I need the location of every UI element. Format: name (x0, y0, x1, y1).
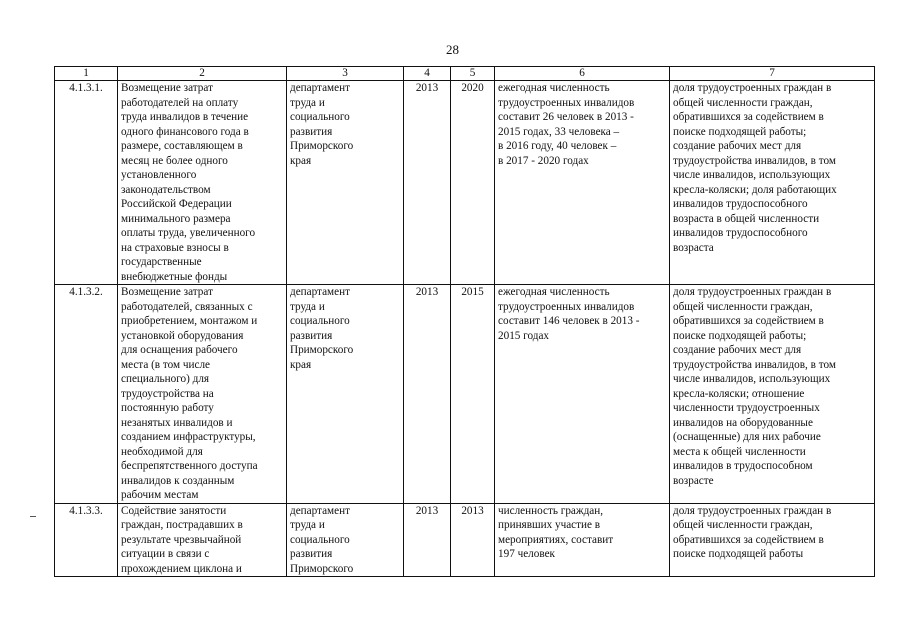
page-number: 28 (446, 42, 459, 57)
end-year-text: 2013 (461, 504, 484, 517)
target-indicator-text: доля трудоустроенных граждан в общей численности граждан, обратившихся за содействием в поиске подходящей работы (673, 504, 832, 560)
start-year: 2013 (404, 81, 451, 285)
item-number: 4.1.3.1. (55, 81, 118, 285)
measure-description: Возмещение затрат работодателей на оплату труда инвалидов в течение одного финансового года в размере, составляющем в месяц не более одного установленного законодательством Российской Федерации минимального размера оплаты труда, увеличенного на страховые взносы в государственные внебюджетные фонды (118, 81, 287, 285)
expected-result: ежегодная численность трудоустроенных инвалидов составит 26 человек в 2013 - 2015 годах, 33 человека – в 2016 году, 40 человек – в 2017 - 2020 годах (495, 81, 670, 285)
table-row (55, 503, 875, 576)
responsible-executor-text: департамент труда и социального развития Приморского (290, 504, 354, 575)
column-header-1: 1 (55, 67, 118, 81)
column-header-7: 7 (670, 67, 875, 81)
end-year (451, 503, 495, 576)
margin-mark (30, 516, 36, 517)
column-header-3: 3 (287, 67, 404, 81)
responsible-executor: департамент труда и социального развития Приморского края (287, 81, 404, 285)
start-year: 2013 (404, 285, 451, 504)
program-measures-table (54, 66, 875, 577)
item-number: 4.1.3.2. (55, 285, 118, 504)
end-year: 2015 (451, 285, 495, 504)
responsible-executor: департамент труда и социального развития Приморского края (287, 285, 404, 504)
start-year (404, 503, 451, 576)
column-number-row (55, 67, 875, 81)
expected-result: ежегодная численность трудоустроенных инвалидов составит 146 человек в 2013 - 2015 годах (495, 285, 670, 504)
column-header-5: 5 (451, 67, 495, 81)
measure-description-text: Содействие занятости граждан, пострадавших в результате чрезвычайной ситуации в связи с прохождением циклона и (121, 504, 243, 575)
target-indicator: доля трудоустроенных граждан в общей численности граждан, обратившихся за содействием в поиске подходящей работы; создание рабочих мест для трудоустройства инвалидов, в том числе инвалидов, использующих кресла-коляски; отношение численности трудоустроенных инвалидов на оборудованные (оснащенные) для них рабочие места к общей численности инвалидов в трудоспособном возрасте (670, 285, 875, 504)
table-row (55, 81, 875, 285)
item-number (55, 503, 118, 576)
column-header-2: 2 (118, 67, 287, 81)
table-row (55, 285, 875, 504)
expected-result-text: численность граждан, принявших участие в мероприятиях, составит 197 человек (498, 504, 614, 560)
responsible-executor (287, 503, 404, 576)
measure-description: Возмещение затрат работодателей, связанных с приобретением, монтажом и установкой оборудования для оснащения рабочего места (в том числе специального) для трудоустройства на постоянную работу незанятых инвалидов и созданием инфраструктуры, необходимой для беспрепятственного доступа инвалидов к созданным рабочим местам (118, 285, 287, 504)
target-indicator (670, 503, 875, 576)
target-indicator: доля трудоустроенных граждан в общей численности граждан, обратившихся за содействием в поиске подходящей работы; создание рабочих мест для трудоустройства инвалидов, в том числе инвалидов, использующих кресла-коляски; доля работающих инвалидов трудоспособного возраста в общей численности инвалидов трудоспособного возраста (670, 81, 875, 285)
column-header-4: 4 (404, 67, 451, 81)
expected-result (495, 503, 670, 576)
measure-description (118, 503, 287, 576)
end-year: 2020 (451, 81, 495, 285)
start-year-text: 2013 (415, 504, 439, 517)
column-header-6: 6 (495, 67, 670, 81)
item-number-text: 4.1.3.3. (69, 504, 103, 517)
